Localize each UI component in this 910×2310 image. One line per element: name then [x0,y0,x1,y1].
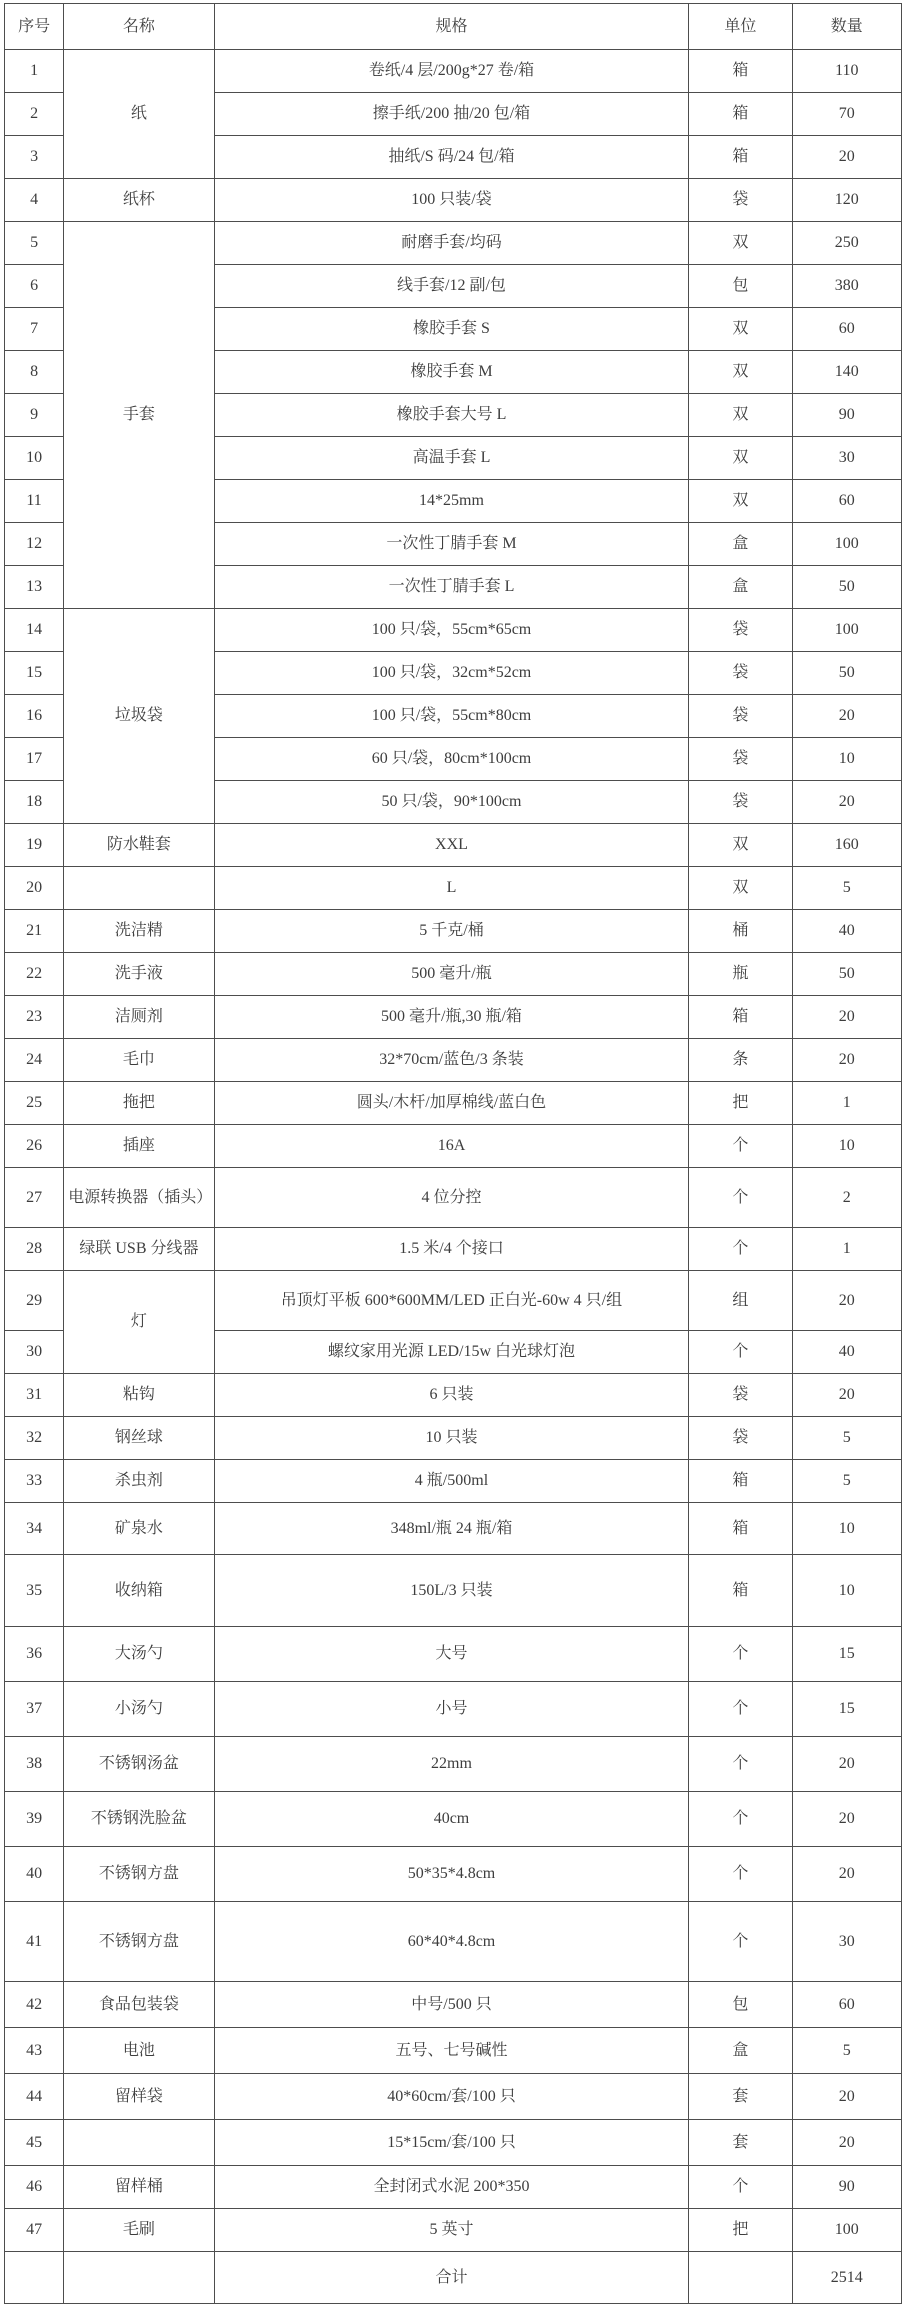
row-name: 洁厕剂 [64,996,215,1039]
header-no: 序号 [5,4,64,50]
row-no: 33 [5,1460,64,1503]
row-qty: 10 [792,738,901,781]
row-qty: 20 [792,1271,901,1331]
row-spec: 40*60cm/套/100 只 [214,2074,689,2120]
row-name: 留样袋 [64,2074,215,2120]
row-no: 6 [5,265,64,308]
row-qty: 40 [792,1331,901,1374]
row-no: 16 [5,695,64,738]
row-qty: 20 [792,2074,901,2120]
row-name: 绿联 USB 分线器 [64,1228,215,1271]
row-spec: 吊顶灯平板 600*600MM/LED 正白光-60w 4 只/组 [214,1271,689,1331]
row-unit: 箱 [689,1460,792,1503]
table-row [5,1792,902,1847]
row-qty: 2 [792,1168,901,1228]
row-spec: 4 位分控 [214,1168,689,1228]
row-spec: 100 只/袋，32cm*52cm [214,652,689,695]
row-name: 不锈钢洗脸盆 [64,1792,215,1847]
table-row [5,1682,902,1737]
row-unit: 个 [689,1847,792,1902]
table-row [5,953,902,996]
row-qty: 20 [792,695,901,738]
table-row [5,1982,902,2028]
row-no: 26 [5,1125,64,1168]
row-spec: 螺纹家用光源 LED/15w 白光球灯泡 [214,1331,689,1374]
row-no: 22 [5,953,64,996]
row-qty: 20 [792,1374,901,1417]
row-unit: 个 [689,1902,792,1982]
row-qty: 90 [792,2166,901,2209]
row-unit: 袋 [689,781,792,824]
row-name: 垃圾袋 [64,609,215,824]
total-unit-empty [689,2252,792,2304]
row-unit: 个 [689,1331,792,1374]
row-qty: 90 [792,394,901,437]
row-name [64,2120,215,2166]
row-spec: XXL [214,824,689,867]
row-spec: 小号 [214,1682,689,1737]
header-qty: 数量 [792,4,901,50]
row-qty: 10 [792,1125,901,1168]
row-no: 44 [5,2074,64,2120]
row-no: 15 [5,652,64,695]
row-no: 18 [5,781,64,824]
table-row [5,609,902,652]
row-no: 14 [5,609,64,652]
row-unit: 个 [689,1627,792,1682]
row-spec: 5 英寸 [214,2209,689,2252]
table-row [5,1847,902,1902]
table-row [5,1417,902,1460]
row-unit: 双 [689,824,792,867]
row-spec: 16A [214,1125,689,1168]
row-no: 40 [5,1847,64,1902]
row-name: 灯 [64,1271,215,1374]
row-name: 电池 [64,2028,215,2074]
row-qty: 1 [792,1082,901,1125]
row-unit: 条 [689,1039,792,1082]
row-unit: 双 [689,351,792,394]
row-unit: 包 [689,265,792,308]
row-unit: 把 [689,1082,792,1125]
row-name: 手套 [64,222,215,609]
row-spec: 卷纸/4 层/200g*27 卷/箱 [214,50,689,93]
row-unit: 袋 [689,738,792,781]
row-name [64,867,215,910]
row-unit: 箱 [689,1503,792,1555]
row-unit: 把 [689,2209,792,2252]
row-no: 21 [5,910,64,953]
row-qty: 20 [792,2120,901,2166]
row-spec: 5 千克/桶 [214,910,689,953]
row-qty: 60 [792,1982,901,2028]
row-spec: 100 只/袋，55cm*65cm [214,609,689,652]
row-spec: 抽纸/S 码/24 包/箱 [214,136,689,179]
row-unit: 箱 [689,996,792,1039]
row-qty: 110 [792,50,901,93]
row-unit: 包 [689,1982,792,2028]
row-spec: 橡胶手套大号 L [214,394,689,437]
row-spec: 6 只装 [214,1374,689,1417]
table-row [5,50,902,93]
row-unit: 袋 [689,652,792,695]
row-unit: 双 [689,394,792,437]
row-spec: 60*40*4.8cm [214,1902,689,1982]
table-row [5,1627,902,1682]
row-unit: 袋 [689,179,792,222]
row-name: 纸杯 [64,179,215,222]
row-no: 25 [5,1082,64,1125]
row-spec: 1.5 米/4 个接口 [214,1228,689,1271]
row-spec: 500 毫升/瓶 [214,953,689,996]
row-spec: 10 只装 [214,1417,689,1460]
row-unit: 组 [689,1271,792,1331]
header-row [5,4,902,50]
row-unit: 袋 [689,609,792,652]
row-spec: 耐磨手套/均码 [214,222,689,265]
row-spec: 4 瓶/500ml [214,1460,689,1503]
row-qty: 60 [792,480,901,523]
row-qty: 100 [792,523,901,566]
row-no: 23 [5,996,64,1039]
row-qty: 1 [792,1228,901,1271]
row-name: 洗洁精 [64,910,215,953]
row-qty: 50 [792,566,901,609]
row-no: 3 [5,136,64,179]
row-no: 2 [5,93,64,136]
row-spec: 15*15cm/套/100 只 [214,2120,689,2166]
row-name: 收纳箱 [64,1555,215,1627]
row-qty: 50 [792,953,901,996]
row-qty: 20 [792,1039,901,1082]
row-qty: 20 [792,1792,901,1847]
row-qty: 250 [792,222,901,265]
row-no: 20 [5,867,64,910]
row-no: 9 [5,394,64,437]
row-unit: 箱 [689,50,792,93]
table-row [5,2120,902,2166]
row-name: 不锈钢汤盆 [64,1737,215,1792]
row-no: 41 [5,1902,64,1982]
table-row [5,1902,902,1982]
row-qty: 30 [792,1902,901,1982]
total-label: 合计 [214,2252,689,2304]
row-unit: 箱 [689,93,792,136]
row-spec: 32*70cm/蓝色/3 条装 [214,1039,689,1082]
row-name: 大汤勺 [64,1627,215,1682]
table-row [5,1228,902,1271]
table-row [5,1082,902,1125]
row-name: 小汤勺 [64,1682,215,1737]
row-spec: 500 毫升/瓶,30 瓶/箱 [214,996,689,1039]
row-qty: 20 [792,996,901,1039]
row-qty: 10 [792,1555,901,1627]
row-name: 粘钩 [64,1374,215,1417]
row-spec: 橡胶手套 M [214,351,689,394]
row-spec: 100 只/袋，55cm*80cm [214,695,689,738]
row-unit: 瓶 [689,953,792,996]
row-no: 32 [5,1417,64,1460]
header-unit: 单位 [689,4,792,50]
row-name: 杀虫剂 [64,1460,215,1503]
row-unit: 个 [689,1228,792,1271]
row-no: 29 [5,1271,64,1331]
row-qty: 120 [792,179,901,222]
row-unit: 个 [689,1682,792,1737]
row-no: 28 [5,1228,64,1271]
table-row [5,1374,902,1417]
row-spec: 线手套/12 副/包 [214,265,689,308]
row-unit: 个 [689,1125,792,1168]
row-unit: 套 [689,2074,792,2120]
row-name: 插座 [64,1125,215,1168]
row-no: 8 [5,351,64,394]
table-row [5,2166,902,2209]
row-spec: 中号/500 只 [214,1982,689,2028]
row-spec: L [214,867,689,910]
row-unit: 个 [689,1792,792,1847]
row-name: 毛巾 [64,1039,215,1082]
total-no-empty [5,2252,64,2304]
row-name: 毛刷 [64,2209,215,2252]
row-unit: 套 [689,2120,792,2166]
row-qty: 40 [792,910,901,953]
row-spec: 一次性丁腈手套 L [214,566,689,609]
header-spec: 规格 [214,4,689,50]
row-qty: 50 [792,652,901,695]
row-no: 10 [5,437,64,480]
row-unit: 袋 [689,1374,792,1417]
row-qty: 160 [792,824,901,867]
row-no: 24 [5,1039,64,1082]
row-unit: 袋 [689,1417,792,1460]
row-unit: 双 [689,222,792,265]
row-qty: 20 [792,1737,901,1792]
table-row [5,179,902,222]
row-no: 13 [5,566,64,609]
row-unit: 双 [689,480,792,523]
table-row [5,2028,902,2074]
table-row [5,2209,902,2252]
row-no: 38 [5,1737,64,1792]
row-no: 47 [5,2209,64,2252]
row-qty: 5 [792,1417,901,1460]
row-no: 19 [5,824,64,867]
total-row [5,2252,902,2304]
row-qty: 70 [792,93,901,136]
row-qty: 60 [792,308,901,351]
table-row [5,1555,902,1627]
row-spec: 50*35*4.8cm [214,1847,689,1902]
table-row [5,1271,902,1331]
row-spec: 擦手纸/200 抽/20 包/箱 [214,93,689,136]
row-unit: 双 [689,308,792,351]
table-row [5,2074,902,2120]
row-spec: 高温手套 L [214,437,689,480]
row-no: 30 [5,1331,64,1374]
row-qty: 30 [792,437,901,480]
row-qty: 15 [792,1682,901,1737]
row-no: 11 [5,480,64,523]
supply-table [4,3,902,2304]
row-no: 5 [5,222,64,265]
table-row [5,867,902,910]
row-name: 矿泉水 [64,1503,215,1555]
row-qty: 20 [792,781,901,824]
row-spec: 14*25mm [214,480,689,523]
table-row [5,910,902,953]
row-spec: 40cm [214,1792,689,1847]
row-spec: 22mm [214,1737,689,1792]
table-row [5,1460,902,1503]
row-qty: 5 [792,867,901,910]
row-name: 不锈钢方盘 [64,1902,215,1982]
header-name: 名称 [64,4,215,50]
row-no: 17 [5,738,64,781]
row-no: 46 [5,2166,64,2209]
row-qty: 5 [792,1460,901,1503]
row-unit: 箱 [689,1555,792,1627]
row-unit: 盒 [689,566,792,609]
row-no: 35 [5,1555,64,1627]
row-no: 4 [5,179,64,222]
row-name: 钢丝球 [64,1417,215,1460]
row-qty: 20 [792,136,901,179]
row-unit: 箱 [689,136,792,179]
row-qty: 10 [792,1503,901,1555]
table-row [5,222,902,265]
row-no: 27 [5,1168,64,1228]
row-no: 31 [5,1374,64,1417]
row-qty: 100 [792,609,901,652]
table-row [5,996,902,1039]
row-spec: 一次性丁腈手套 M [214,523,689,566]
row-no: 39 [5,1792,64,1847]
row-name: 拖把 [64,1082,215,1125]
row-qty: 5 [792,2028,901,2074]
row-spec: 100 只装/袋 [214,179,689,222]
row-name: 电源转换器（插头） [64,1168,215,1228]
row-unit: 盒 [689,2028,792,2074]
row-no: 7 [5,308,64,351]
table-row [5,1125,902,1168]
row-spec: 50 只/袋，90*100cm [214,781,689,824]
row-no: 45 [5,2120,64,2166]
row-unit: 盒 [689,523,792,566]
total-qty: 2514 [792,2252,901,2304]
row-name: 纸 [64,50,215,179]
row-unit: 个 [689,1737,792,1792]
row-no: 42 [5,1982,64,2028]
row-unit: 双 [689,437,792,480]
row-spec: 大号 [214,1627,689,1682]
table-row [5,1737,902,1792]
row-no: 37 [5,1682,64,1737]
row-qty: 15 [792,1627,901,1682]
row-qty: 100 [792,2209,901,2252]
row-spec: 150L/3 只装 [214,1555,689,1627]
row-unit: 桶 [689,910,792,953]
row-no: 1 [5,50,64,93]
row-name: 防水鞋套 [64,824,215,867]
table-body [5,50,902,2304]
row-name: 洗手液 [64,953,215,996]
row-unit: 袋 [689,695,792,738]
row-no: 36 [5,1627,64,1682]
table-row [5,1039,902,1082]
total-name-empty [64,2252,215,2304]
row-spec: 橡胶手套 S [214,308,689,351]
row-spec: 348ml/瓶 24 瓶/箱 [214,1503,689,1555]
row-spec: 五号、七号碱性 [214,2028,689,2074]
row-no: 34 [5,1503,64,1555]
row-unit: 个 [689,2166,792,2209]
row-unit: 双 [689,867,792,910]
row-spec: 全封闭式水泥 200*350 [214,2166,689,2209]
row-name: 留样桶 [64,2166,215,2209]
row-spec: 60 只/袋，80cm*100cm [214,738,689,781]
table-row [5,1168,902,1228]
row-qty: 140 [792,351,901,394]
row-unit: 个 [689,1168,792,1228]
row-qty: 20 [792,1847,901,1902]
row-name: 食品包装袋 [64,1982,215,2028]
row-name: 不锈钢方盘 [64,1847,215,1902]
row-qty: 380 [792,265,901,308]
row-spec: 圆头/木杆/加厚棉线/蓝白色 [214,1082,689,1125]
table-row [5,824,902,867]
row-no: 12 [5,523,64,566]
table-row [5,1503,902,1555]
row-no: 43 [5,2028,64,2074]
